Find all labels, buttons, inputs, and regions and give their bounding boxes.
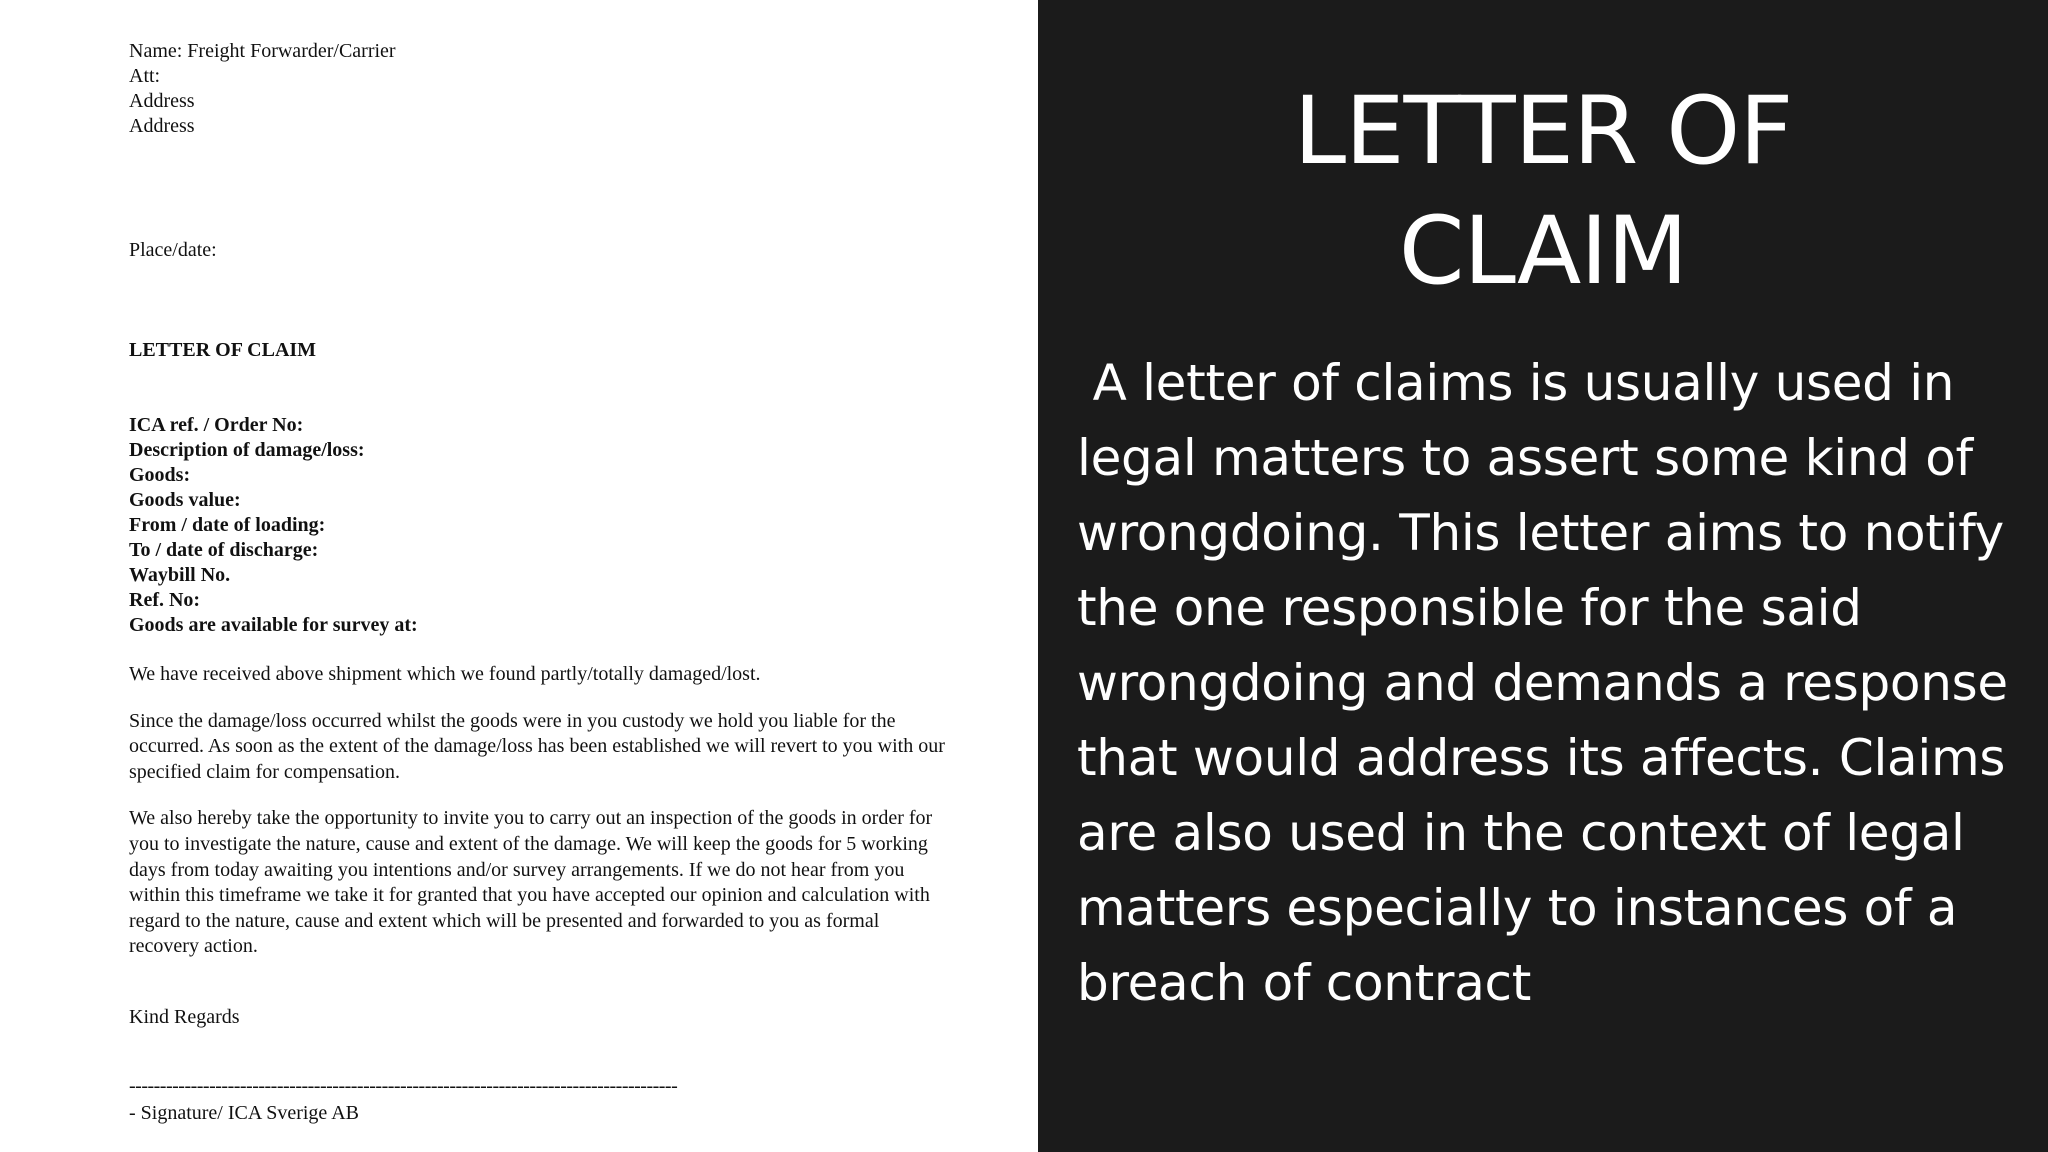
address-att-line: Att: bbox=[129, 65, 161, 87]
address-name-line: Name: Freight Forwarder/Carrier bbox=[129, 40, 396, 62]
letter-heading: LETTER OF CLAIM bbox=[129, 339, 317, 361]
paragraph-received: We have received above shipment which we found partly/totally damaged/lost. bbox=[129, 663, 761, 685]
claim-field-list bbox=[129, 413, 949, 638]
field-loading: From / date of loading: bbox=[129, 514, 326, 536]
slide-title-line-1: LETTER OF bbox=[1293, 77, 1793, 186]
field-ref-no: Ref. No: bbox=[129, 589, 201, 611]
paragraph-inspection: We also hereby take the opportunity to invite you to carry out an inspection of the goods in order for you to investigate the nature, cause and extent of the damage. We will keep the goods for 5 working days from today awaiting you intentions and/or survey arrangements. If we do not hear from you within this timeframe we take it for granted that you have accepted our opinion and calculation with regard to the nature, cause and extent which will be presented and forwarded to you as formal recovery action. bbox=[129, 807, 933, 958]
paragraph-liability: Since the damage/loss occurred whilst the goods were in you custody we hold you liable for the occurred. As soon as the extent of the damage/loss has been established we will revert to you with our specified claim for compensation. bbox=[129, 709, 945, 783]
address-line-2: Address bbox=[129, 115, 195, 137]
field-discharge: To / date of discharge: bbox=[129, 539, 319, 561]
letter-content bbox=[129, 39, 949, 1126]
address-line-1: Address bbox=[129, 90, 195, 112]
info-panel bbox=[1038, 0, 2048, 1152]
slide-title-line-2: CLAIM bbox=[1398, 197, 1688, 306]
signature-line: ----------------------------------------------------------------------------------------- bbox=[129, 1074, 678, 1097]
field-description: Description of damage/loss: bbox=[129, 439, 365, 461]
place-date: Place/date: bbox=[129, 239, 217, 261]
field-goods-value: Goods value: bbox=[129, 489, 241, 511]
closing: Kind Regards bbox=[129, 1005, 240, 1028]
field-waybill: Waybill No. bbox=[129, 564, 231, 586]
field-order-no: ICA ref. / Order No: bbox=[129, 414, 304, 436]
signature: - Signature/ ICA Sverige AB bbox=[129, 1101, 359, 1124]
field-survey-location: Goods are available for survey at: bbox=[129, 614, 418, 636]
slide-title bbox=[1038, 72, 2048, 312]
field-goods: Goods: bbox=[129, 464, 191, 486]
recipient-address bbox=[129, 39, 949, 139]
slide-body-text: A letter of claims is usually used in legal matters to assert some kind of wrongdoing. This letter aims to notify the one responsible for the said wrongdoing and demands a response that would address its affects. Claims are also used in the context of legal matters especially to instances of a breach of contract bbox=[1077, 354, 2008, 1012]
